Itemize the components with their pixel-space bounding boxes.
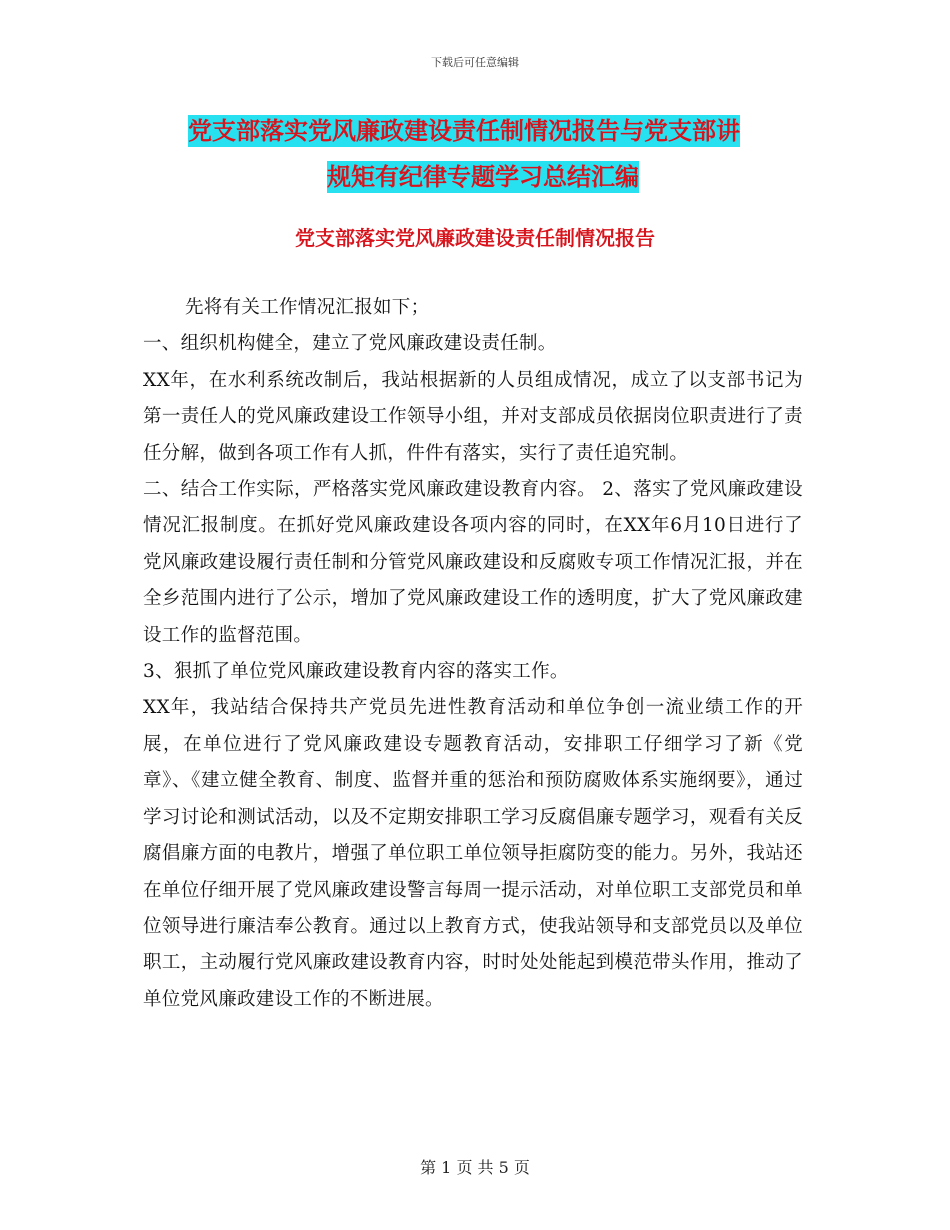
paragraph: XX年，我站结合保持共产党员先进性教育活动和单位争创一流业绩工作的开展，在单位进行了党风廉政建设专题教育活动，安排职工仔细学习了新《党章》、《建立健全教育、制度、监督并重的惩治和预防腐败体系实施纲要》，通过学习讨论和测试活动，以及不定期安排职工学习反腐倡廉专题学习，观看有关反腐倡廉方面的电教片，增强了单位职工单位领导拒腐防变的能力。另外，我站还在单位仔细开展了党风廉政建设警言每周一提示活动，对单位职工支部党员和单位领导进行廉洁奉公教育。通过以上教育方式，使我站领导和支部党员以及单位职工，主动履行党风廉政建设教育内容，时时处处能起到模范带头作用，推动了单位党风廉政建设工作的不断进展。 <box>143 697 803 1010</box>
title-line-2: 规矩有纪律专题学习总结汇编 <box>327 163 639 191</box>
paragraph-heading-1: 一、组织机构健全，建立了党风廉政建设责任制。 <box>143 333 557 355</box>
paragraph: XX年，在水利系统改制后，我站根据新的人员组成情况，成立了以支部书记为第一责任人的党风廉政建设工作领导小组，并对支部成员依据岗位职责进行了责任分解，做到各项工作有人抓，件件有落实，实行了责任追究制。 <box>143 369 803 464</box>
document-body <box>143 290 803 1018</box>
document-title <box>188 108 808 200</box>
section-title: 党支部落实党风廉政建设责任制情况报告 <box>295 226 655 250</box>
paragraph: 二、结合工作实际，严格落实党风廉政建设教育内容。 2、落实了党风廉政建设情况汇报制度。在抓好党风廉政建设各项内容的同时，在XX年6月10日进行了党风廉政建设履行责任制和分管党风廉政建设和反腐败专项工作情况汇报，并在全乡范围内进行了公示，增加了党风廉政建设工作的透明度，扩大了党风廉政建设工作的监督范围。 <box>143 479 803 646</box>
header-note: 下载后可任意编辑 <box>431 56 519 69</box>
page-footer: 第 1 页 共 5 页 <box>420 1158 530 1177</box>
paragraph-intro: 先将有关工作情况汇报如下； <box>185 297 430 318</box>
paragraph-heading-3: 3、狠抓了单位党风廉政建设教育内容的落实工作。 <box>143 661 569 683</box>
title-line-1: 党支部落实党风廉政建设责任制情况报告与党支部讲 <box>188 117 740 145</box>
